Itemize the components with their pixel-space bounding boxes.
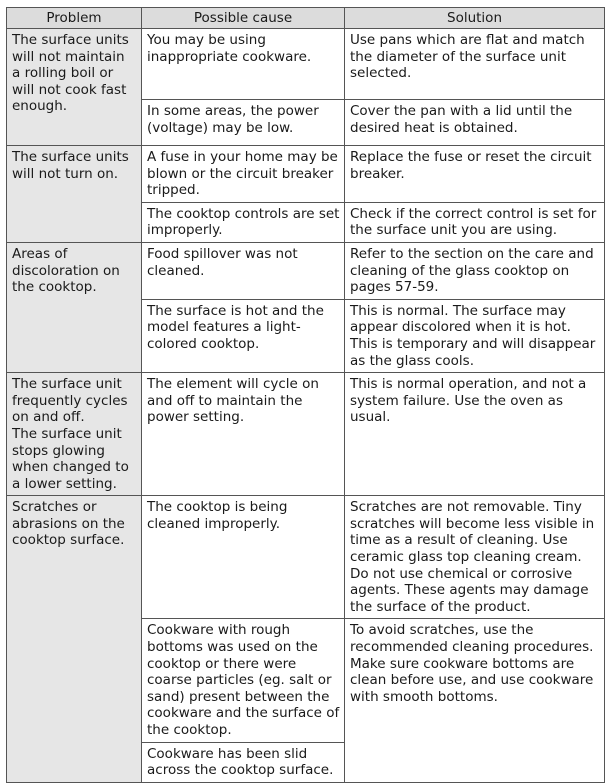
troubleshooting-table xyxy=(6,7,605,783)
problem-cell: Scratches or abrasions on the cooktop surface. xyxy=(7,496,142,783)
table-row xyxy=(7,242,605,299)
solution-cell: To avoid scratches, use the recommended cleaning procedures. Make sure cookware bottoms are clean before use, and use cookware with smooth bottoms. xyxy=(345,619,605,782)
header-row xyxy=(7,8,605,29)
problem-cell: The surface units will not maintain a rolling boil or will not cook fast enough. xyxy=(7,29,142,146)
cause-cell: In some areas, the power (voltage) may be low. xyxy=(142,100,345,146)
cause-cell: Cookware with rough bottoms was used on the cooktop or there were coarse particles (eg. salt or sand) present between the cookware and the surface of the cooktop. xyxy=(142,619,345,742)
solution-cell: Scratches are not removable. Tiny scratches will become less visible in time as a result of cleaning. Use ceramic glass top cleaning cream. Do not use chemical or corrosive agents. These agents may damage the surface of the product. xyxy=(345,496,605,619)
problem-cell: The surface units will not turn on. xyxy=(7,146,142,243)
cause-cell: The element will cycle on and off to maintain the power setting. xyxy=(142,373,345,496)
solution-cell: Cover the pan with a lid until the desired heat is obtained. xyxy=(345,100,605,146)
table-row xyxy=(7,146,605,203)
problem-column-header: Problem xyxy=(7,8,142,29)
problem-line: The surface unit stops glowing when changed to a lower setting. xyxy=(12,425,129,492)
solution-cell: Check if the correct control is set for the surface unit you are using. xyxy=(345,202,605,242)
table-row xyxy=(7,496,605,619)
solution-cell: Refer to the section on the care and cleaning of the glass cooktop on pages 57-59. xyxy=(345,242,605,299)
troubleshooting-table-container xyxy=(6,7,604,783)
cause-cell: You may be using inappropriate cookware. xyxy=(142,29,345,100)
problem-line: The surface unit frequently cycles on and off. xyxy=(12,376,128,426)
cause-column-header: Possible cause xyxy=(142,8,345,29)
table-row xyxy=(7,373,605,496)
solution-cell: This is normal. The surface may appear discolored when it is hot. This is temporary and will disappear as the glass cools. xyxy=(345,299,605,372)
table-row xyxy=(7,29,605,100)
cause-cell: Cookware has been slid across the cooktop surface. xyxy=(142,742,345,782)
cause-cell: A fuse in your home may be blown or the circuit breaker tripped. xyxy=(142,146,345,203)
cause-cell: Food spillover was not cleaned. xyxy=(142,242,345,299)
solution-cell: Replace the fuse or reset the circuit breaker. xyxy=(345,146,605,203)
cause-cell: The cooktop is being cleaned improperly. xyxy=(142,496,345,619)
problem-cell xyxy=(7,373,142,496)
cause-cell: The surface is hot and the model features a light-colored cooktop. xyxy=(142,299,345,372)
solution-cell: This is normal operation, and not a system failure. Use the oven as usual. xyxy=(345,373,605,496)
problem-cell: Areas of discoloration on the cooktop. xyxy=(7,242,142,372)
cause-cell: The cooktop controls are set improperly. xyxy=(142,202,345,242)
solution-column-header: Solution xyxy=(345,8,605,29)
solution-cell: Use pans which are flat and match the diameter of the surface unit selected. xyxy=(345,29,605,100)
